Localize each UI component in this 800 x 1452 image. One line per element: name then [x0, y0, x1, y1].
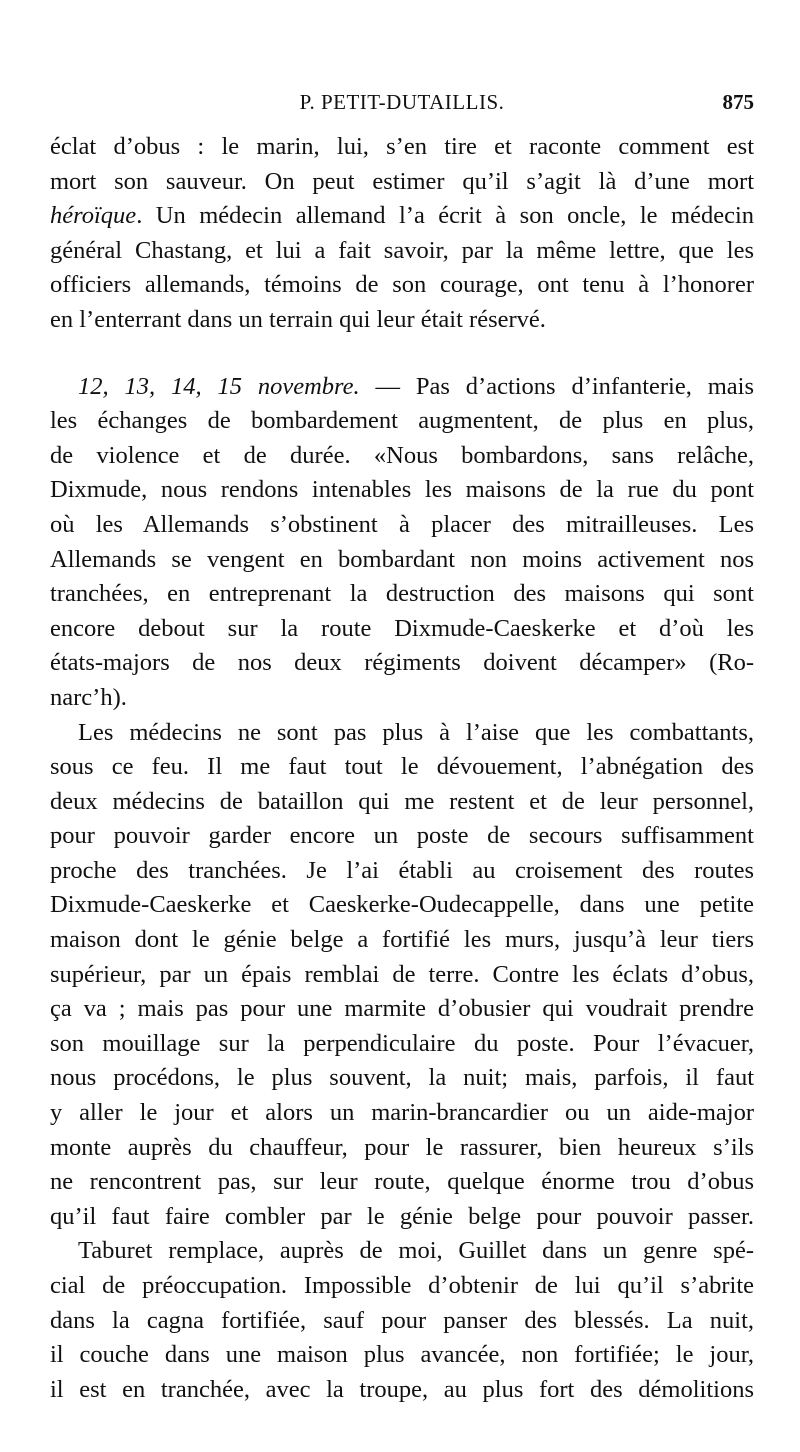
- text-line: officiers allemands, témoins de son courage, ont tenu à l’honorer: [50, 271, 754, 299]
- text-line: encore debout sur la route Dixmude-Caeskerke et d’où les: [50, 614, 754, 642]
- text-line: tranchées, en entreprenant la destruction des maisons qui sont: [50, 580, 754, 608]
- text-line: mort son sauveur. On peut estimer qu’il s’agit là d’une mort: [50, 167, 754, 195]
- text-line: [50, 199, 754, 234]
- text-line: nous procédons, le plus souvent, la nuit; mais, parfois, il faut: [50, 1064, 754, 1092]
- text-line: Les médecins ne sont pas plus à l’aise que les combattants,: [78, 718, 754, 746]
- italic-word: héroïque: [50, 202, 137, 230]
- text-line: ne rencontrent pas, sur leur route, quelque énorme trou d’obus: [50, 1168, 754, 1196]
- text-line: états-majors de nos deux régiments doivent décamper» (Ro-: [50, 649, 754, 677]
- text-line: les échanges de bombardement augmentent, de plus en plus,: [50, 407, 754, 435]
- text-line: maison dont le génie belge a fortifié les murs, jusqu’à leur tiers: [50, 926, 754, 954]
- text-line: proche des tranchées. Je l’ai établi au croisement des routes: [50, 856, 754, 884]
- text-line-rest: — Pas d’actions d’infanterie, mais: [359, 372, 754, 400]
- text-line: où les Allemands s’obstinent à placer des mitrailleuses. Les: [50, 510, 754, 538]
- text-line: Taburet remplace, auprès de moi, Guillet dans un genre spé-: [78, 1237, 754, 1265]
- date-label: 12, 13, 14, 15 novembre.: [78, 372, 360, 400]
- text-line: y aller le jour et alors un marin-brancardier ou un aide-major: [50, 1099, 754, 1127]
- text-line-rest: . Un médecin allemand l’a écrit à son oncle, le médecin: [136, 202, 754, 230]
- paragraph-gap: [50, 338, 754, 370]
- text-line: dans la cagna fortifiée, sauf pour panser des blessés. La nuit,: [50, 1306, 754, 1334]
- text-line: pour pouvoir garder encore un poste de secours suffisamment: [50, 822, 754, 850]
- text-line: Allemands se vengent en bombardant non moins activement nos: [50, 545, 754, 573]
- text-line: Dixmude, nous rendons intenables les maisons de la rue du pont: [50, 476, 754, 504]
- page-body: [50, 130, 754, 1407]
- text-line: son mouillage sur la perpendiculaire du poste. Pour l’évacuer,: [50, 1029, 754, 1057]
- page-number: 875: [722, 90, 754, 114]
- text-line: ça va ; mais pas pour une marmite d’obusier qui voudrait prendre: [50, 995, 754, 1023]
- text-line: général Chastang, et lui a fait savoir, par la même lettre, que les: [50, 236, 754, 264]
- text-line: sous ce feu. Il me faut tout le dévouement, l’abnégation des: [50, 753, 754, 781]
- text-line: Dixmude-Caeskerke et Caeskerke-Oudecappelle, dans une petite: [50, 891, 754, 919]
- text-line: deux médecins de bataillon qui me restent et de leur personnel,: [50, 787, 754, 815]
- text-line: narc’h).: [50, 683, 127, 711]
- text-line: éclat d’obus : le marin, lui, s’en tire et raconte comment est: [50, 133, 754, 160]
- text-line: il couche dans une maison plus avancée, non fortifiée; le jour,: [50, 1341, 754, 1369]
- text-line: [50, 370, 754, 405]
- page-header: [50, 86, 754, 120]
- text-line: de violence et de durée. «Nous bombardons, sans relâche,: [50, 441, 754, 469]
- text-line: il est en tranchée, avec la troupe, au plus fort des démolitions: [50, 1375, 754, 1403]
- text-line: monte auprès du chauffeur, pour le rassurer, bien heureux s’ils: [50, 1133, 754, 1161]
- text-line: supérieur, par un épais remblai de terre. Contre les éclats d’obus,: [50, 960, 754, 988]
- text-line: qu’il faut faire combler par le génie belge pour pouvoir passer.: [50, 1202, 754, 1230]
- text-line: cial de préoccupation. Impossible d’obtenir de lui qu’il s’abrite: [50, 1272, 754, 1299]
- running-title: P. PETIT-DUTAILLIS.: [299, 90, 505, 114]
- text-line: en l’enterrant dans un terrain qui leur était réservé.: [50, 305, 546, 333]
